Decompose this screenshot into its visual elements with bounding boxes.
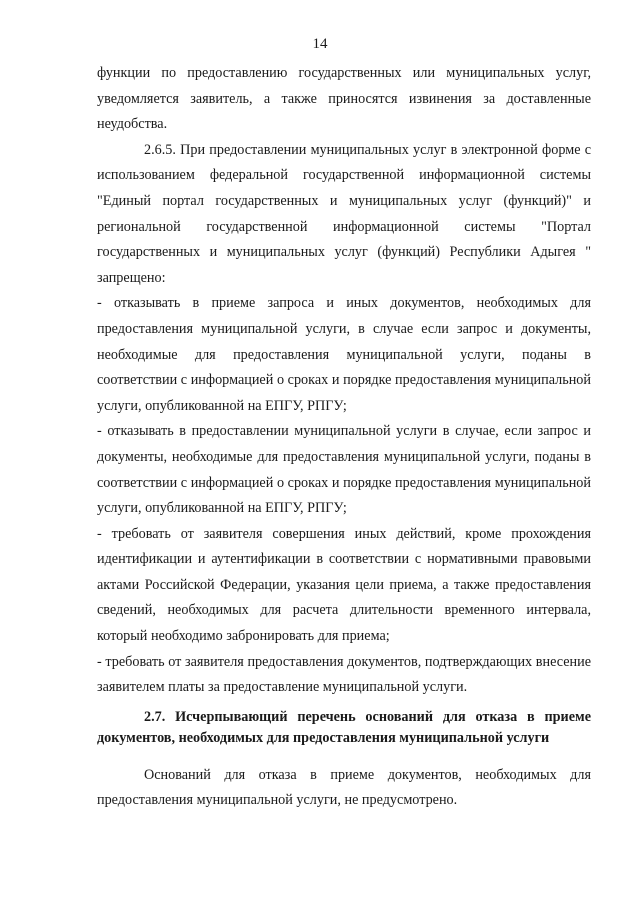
list-item-reject-request: - отказывать в приеме запроса и иных документов, необходимых для предоставления муниципальной услуги, в случае если запрос и документы, необходимые для предоставления муниципальной услуги, поданы в соответствии с информацией о сроках и порядке предоставления муниципальной услуги, опубликованной на ЕПГУ, РПГУ; bbox=[97, 295, 591, 414]
page-number: 14 bbox=[312, 36, 328, 52]
paragraph-no-grounds: Оснований для отказа в приеме документов, необходимых для предоставления муниципальной услуги, не предусмотрено. bbox=[97, 766, 591, 809]
list-item-require-actions: - требовать от заявителя совершения иных действий, кроме прохождения идентификации и аутентификации в соответствии с нормативными правовыми актами Российской Федерации, указания цели приема, а также предоставления сведений, необходимых для расчета длительности временного интервала, который необходимо забронировать для приема; bbox=[97, 525, 591, 645]
paragraph-continuation: функции по предоставлению государственных или муниципальных услуг, уведомляется заявитель, а также приносятся извинения за доставленные неудобства. bbox=[97, 65, 591, 133]
document-body bbox=[97, 61, 591, 814]
list-item-refuse-service: - отказывать в предоставлении муниципальной услуги в случае, если запрос и документы, необходимые для предоставления муниципальной услуги, поданы в соответствии с информацией о сроках и порядке предоставления муниципальной услуги, опубликованной на ЕПГУ, РПГУ; bbox=[97, 423, 591, 517]
list-item-require-payment-docs: - требовать от заявителя предоставления документов, подтверждающих внесение заявителем платы за предоставление муниципальной услуги. bbox=[97, 653, 591, 696]
section-heading-2-7: 2.7. Исчерпывающий перечень оснований для отказа в приеме документов, необходимых для предоставления муниципальной услуги bbox=[97, 708, 591, 746]
paragraph-2-6-5: 2.6.5. При предоставлении муниципальных услуг в электронной форме с использованием федеральной государственной информационной системы "Единый портал государственных и муниципальных услуг (функций)" и региональной государственной информационной системы "Портал государственных и муниципальных услуг (функций) Республики Адыгея " запрещено: bbox=[97, 141, 591, 286]
